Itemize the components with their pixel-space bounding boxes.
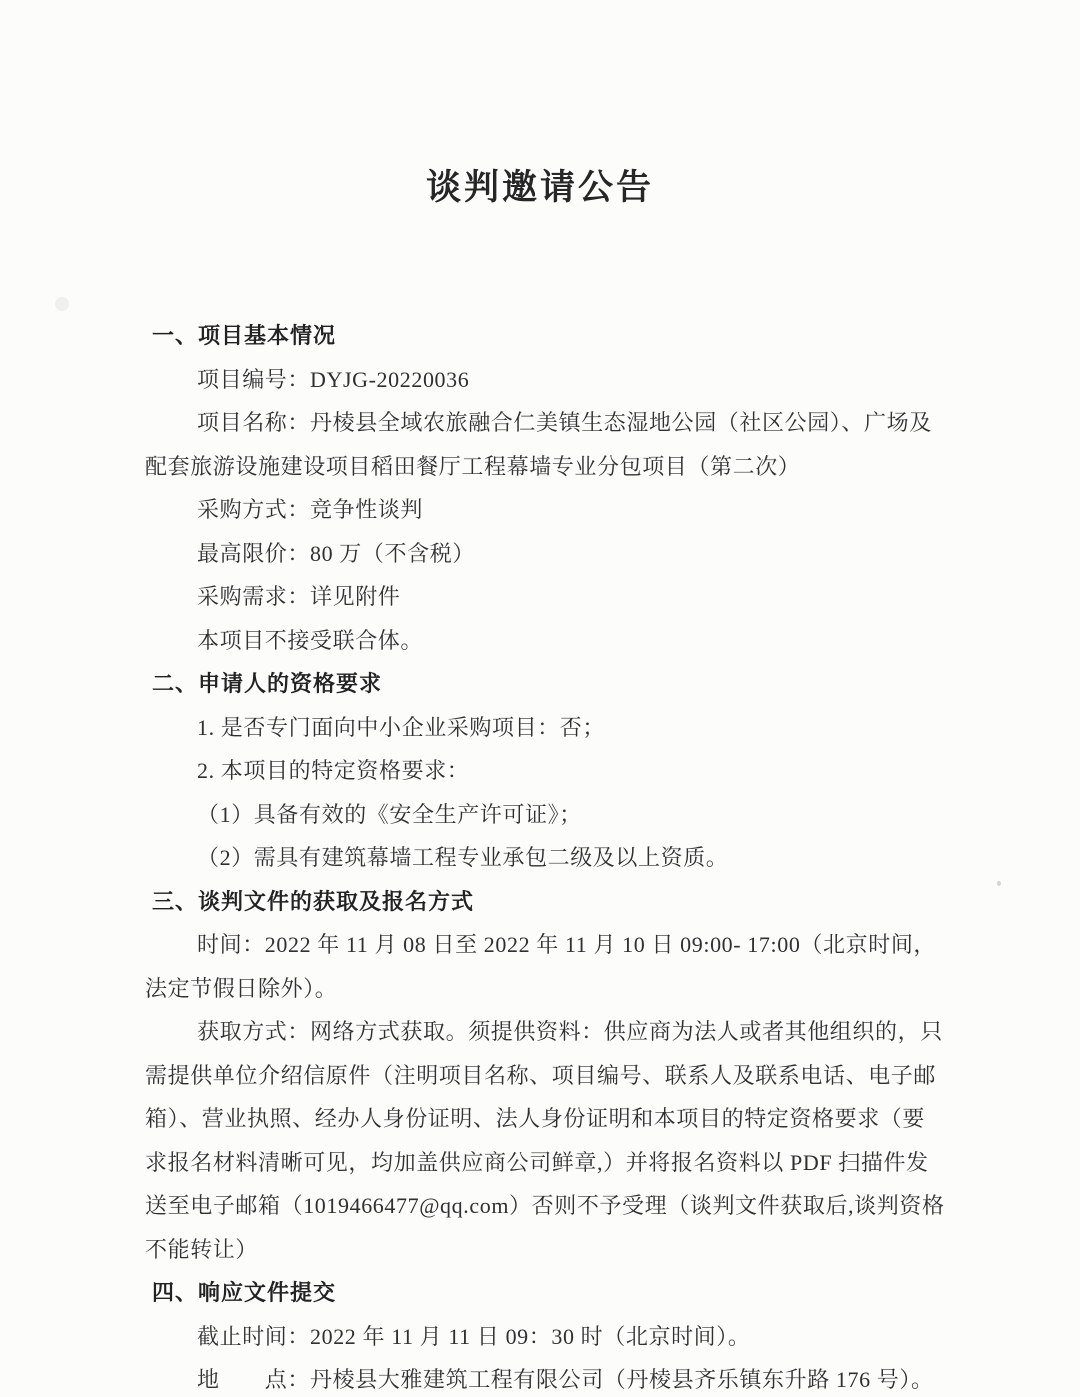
document-line: （1）具备有效的《安全生产许可证》； — [197, 801, 582, 827]
document-line: 四、响应文件提交 — [152, 1280, 337, 1305]
document-line: 求报名材料清晰可见，均加盖供应商公司鲜章,）并将报名资料以 PDF 扫描件发 — [145, 1149, 929, 1175]
scan-artifact — [997, 881, 1001, 886]
document-line: 1. 是否专门面向中小企业采购项目：否； — [197, 714, 606, 740]
document-line: 地 点：丹棱县大雅建筑工程有限公司（丹棱县齐乐镇东升路 176 号）。 — [197, 1367, 934, 1392]
document-line: 配套旅游设施建设项目稻田餐厅工程幕墙专业分包项目（第二次） — [145, 453, 801, 479]
scan-artifact — [55, 297, 69, 311]
document-line: 获取方式：网络方式获取。须提供资料：供应商为法人或者其他组织的，只 — [197, 1019, 943, 1044]
document-title: 谈判邀请公告 — [425, 168, 654, 207]
document-line: 时间：2022 年 11 月 08 日至 2022 年 11 月 10 日 09:00- 17:00（北京时间， — [197, 932, 937, 957]
document-line: 法定节假日除外）。 — [145, 975, 338, 1001]
document-line: 需提供单位介绍信原件（注明项目名称、项目编号、联系人及联系电话、电子邮 — [145, 1062, 937, 1088]
document-line: 送至电子邮箱（1019466477@qq.com）否则不予受理（谈判文件获取后,谈判资格 — [145, 1193, 945, 1218]
document-line: 本项目不接受联合体。 — [197, 627, 424, 653]
document-line: 三、谈判文件的获取及报名方式 — [152, 888, 475, 914]
document-line: 不能转让） — [145, 1236, 259, 1262]
document-line: 最高限价：80 万（不含税） — [197, 540, 475, 566]
document-line: 二、申请人的资格要求 — [152, 671, 383, 696]
document-line: 一、项目基本情况 — [152, 323, 337, 348]
document-line: 项目名称：丹棱县全域农旅融合仁美镇生态湿地公园（社区公园）、广场及 — [197, 410, 932, 435]
document-line: （2）需具有建筑幕墙工程专业承包二级及以上资质。 — [197, 845, 729, 870]
document-line: 采购方式：竞争性谈判 — [197, 497, 424, 522]
document-line: 采购需求：详见附件 — [197, 584, 401, 609]
document-line: 截止时间：2022 年 11 月 11 日 09：30 时（北京时间）。 — [197, 1323, 751, 1349]
document-line: 箱）、营业执照、经办人身份证明、法人身份证明和本项目的特定资格要求（要 — [145, 1106, 926, 1131]
document-line: 项目编号：DYJG-20220036 — [197, 366, 470, 392]
document-line: 2. 本项目的特定资格要求： — [197, 758, 470, 783]
document-body — [145, 314, 945, 1397]
